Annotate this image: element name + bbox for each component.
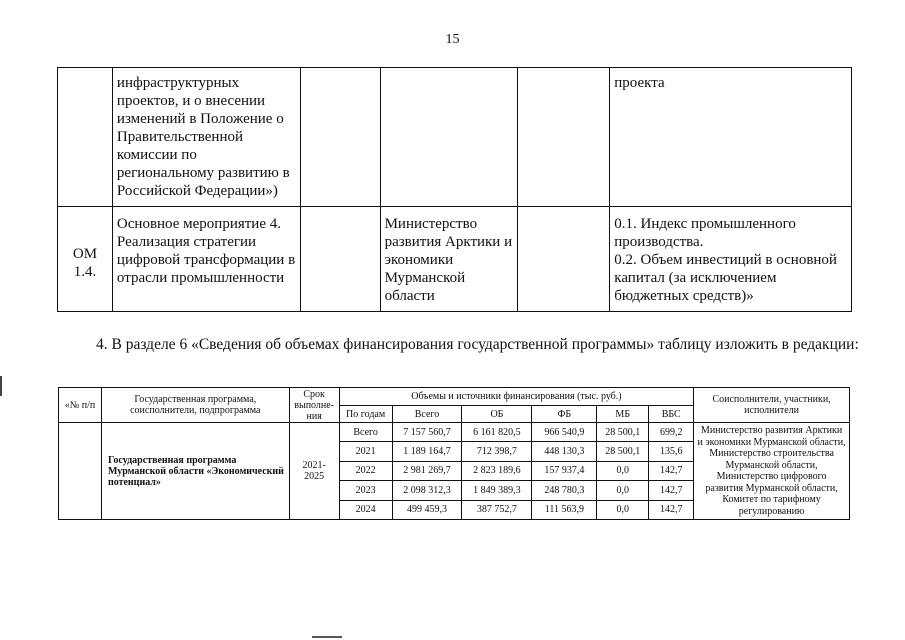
table-row: [58, 68, 852, 207]
fb-cell: 157 937,4: [532, 461, 597, 480]
measure-col5: [517, 68, 610, 207]
fb-cell: 966 540,9: [532, 423, 597, 442]
mb-cell: 28 500,1: [597, 423, 649, 442]
year-cell: 2021: [339, 442, 392, 461]
subheader-vbs: ВБС: [649, 406, 694, 423]
measure-col5: [517, 207, 610, 312]
measure-executor: Министерство развития Арктики и экономики Мурманской области: [380, 207, 517, 312]
measure-col3: [300, 207, 380, 312]
total-cell: 499 459,3: [392, 500, 462, 519]
header-program: Государственная программа, соисполнители, подпрограмма: [101, 388, 289, 423]
vbs-cell: 142,7: [649, 481, 694, 500]
vbs-cell: 142,7: [649, 461, 694, 480]
subheader-total: Всего: [392, 406, 462, 423]
footer-mark: [312, 636, 342, 638]
year-cell: Всего: [339, 423, 392, 442]
table-header-row: [59, 388, 850, 406]
ob-cell: 2 823 189,6: [462, 461, 532, 480]
mb-cell: 0,0: [597, 500, 649, 519]
subheader-mb: МБ: [597, 406, 649, 423]
header-term: Срок выполне-ния: [289, 388, 339, 423]
measure-number: [58, 68, 113, 207]
measure-executor: [380, 68, 517, 207]
fb-cell: 248 780,3: [532, 481, 597, 500]
year-cell: 2024: [339, 500, 392, 519]
header-volumes: Объемы и источники финансирования (тыс. руб.): [339, 388, 694, 406]
measures-table: [57, 67, 852, 312]
program-term: 2021-2025: [289, 423, 339, 520]
total-cell: 1 189 164,7: [392, 442, 462, 461]
subheader-ob: ОБ: [462, 406, 532, 423]
measure-name: Основное мероприятие 4. Реализация стратегии цифровой трансформации в отрасли промышленности: [112, 207, 300, 312]
fb-cell: 448 130,3: [532, 442, 597, 461]
header-executors: Соисполнители, участники, исполнители: [694, 388, 850, 423]
section-heading: 4. В разделе 6 «Сведения об объемах финансирования государственной программы» таблицу изложить в редакции:: [96, 336, 859, 353]
ob-cell: 712 398,7: [462, 442, 532, 461]
header-num: «№ п/п: [59, 388, 102, 423]
mb-cell: 0,0: [597, 461, 649, 480]
margin-mark: [0, 376, 2, 396]
vbs-cell: 699,2: [649, 423, 694, 442]
ob-cell: 6 161 820,5: [462, 423, 532, 442]
ob-cell: 1 849 389,3: [462, 481, 532, 500]
measure-number: ОМ 1.4.: [58, 207, 113, 312]
year-cell: 2022: [339, 461, 392, 480]
subheader-fb: ФБ: [532, 406, 597, 423]
program-num: [59, 423, 102, 520]
subheader-years: По годам: [339, 406, 392, 423]
total-cell: 7 157 560,7: [392, 423, 462, 442]
ob-cell: 387 752,7: [462, 500, 532, 519]
mb-cell: 0,0: [597, 481, 649, 500]
table-row: [59, 423, 850, 442]
vbs-cell: 135,6: [649, 442, 694, 461]
fb-cell: 111 563,9: [532, 500, 597, 519]
program-name: Государственная программа Мурманской области «Экономический потенциал»: [101, 423, 289, 520]
total-cell: 2 098 312,3: [392, 481, 462, 500]
measure-indicators: 0.1. Индекс промышленного производства. 0.2. Объем инвестиций в основной капитал (за исключением бюджетных средств)»: [610, 207, 852, 312]
total-cell: 2 981 269,7: [392, 461, 462, 480]
year-cell: 2023: [339, 481, 392, 500]
measure-col3: [300, 68, 380, 207]
measure-indicators: проекта: [610, 68, 852, 207]
measure-name: инфраструктурных проектов, и о внесении изменений в Положение о Правительственной комиссии по региональному развитию в Российской Федерации»): [112, 68, 300, 207]
page-number: 15: [445, 32, 460, 47]
program-executors: Министерство развития Арктики и экономики Мурманской области, Министерство строительства Мурманской области, Министерство цифрового развития Мурманской области, Комитет по тарифному регулированию: [694, 423, 850, 520]
vbs-cell: 142,7: [649, 500, 694, 519]
table-row: [58, 207, 852, 312]
finance-table: [58, 387, 850, 520]
mb-cell: 28 500,1: [597, 442, 649, 461]
